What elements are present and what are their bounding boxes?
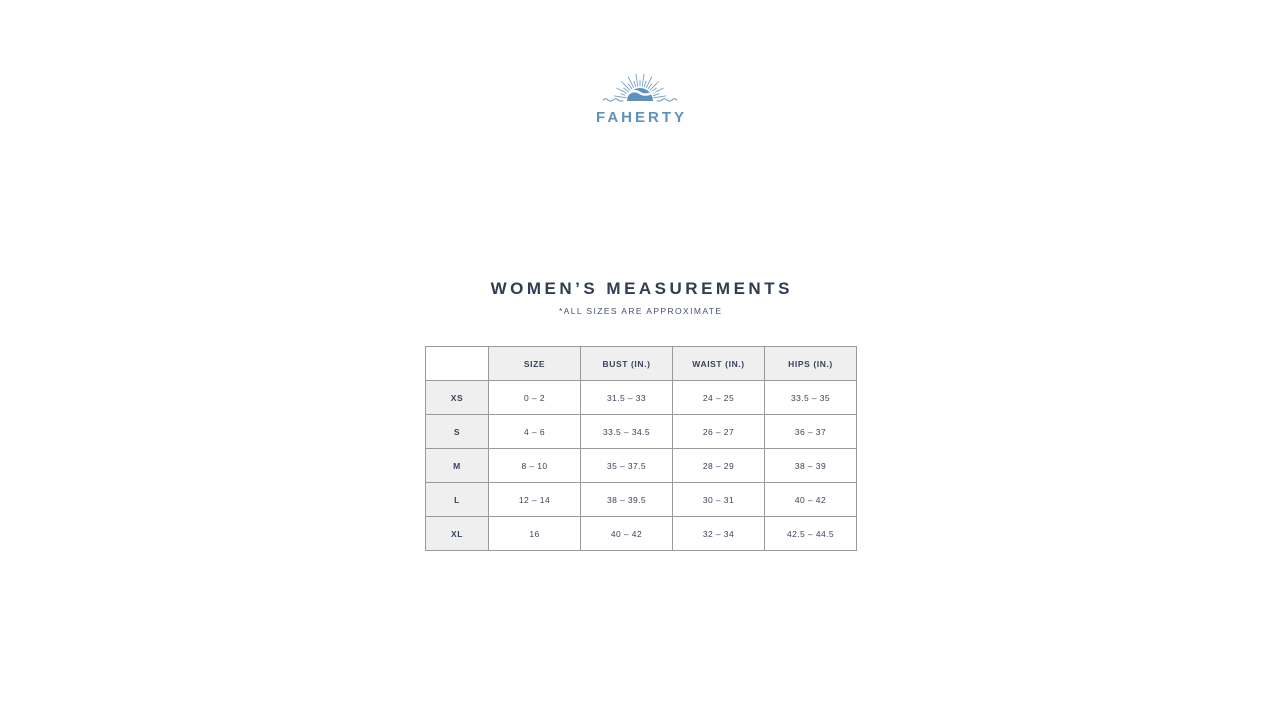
cell-s-hips: 36 – 37 bbox=[765, 415, 857, 449]
column-header-waist: WAIST (IN.) bbox=[673, 347, 765, 381]
cell-xs-hips: 33.5 – 35 bbox=[765, 381, 857, 415]
column-header-hips: HIPS (IN.) bbox=[765, 347, 857, 381]
cell-m-size: 8 – 10 bbox=[489, 449, 581, 483]
cell-m-hips: 38 – 39 bbox=[765, 449, 857, 483]
cell-s-bust: 33.5 – 34.5 bbox=[581, 415, 673, 449]
brand-name: FAHERTY bbox=[595, 109, 687, 126]
cell-xl-hips: 42.5 – 44.5 bbox=[765, 517, 857, 551]
cell-m-bust: 35 – 37.5 bbox=[581, 449, 673, 483]
table-header-row bbox=[426, 347, 857, 381]
cell-l-size: 12 – 14 bbox=[489, 483, 581, 517]
table-row bbox=[426, 483, 857, 517]
row-label-m: M bbox=[426, 449, 489, 483]
cell-m-waist: 28 – 29 bbox=[673, 449, 765, 483]
brand-logo bbox=[0, 74, 1280, 127]
cell-s-size: 4 – 6 bbox=[489, 415, 581, 449]
page-title: WOMEN’S MEASUREMENTS bbox=[490, 279, 793, 298]
cell-xl-size: 16 bbox=[489, 517, 581, 551]
table-row bbox=[426, 517, 857, 551]
table-row bbox=[426, 381, 857, 415]
cell-xs-bust: 31.5 – 33 bbox=[581, 381, 673, 415]
row-label-xl: XL bbox=[426, 517, 489, 551]
ghost-cell bbox=[426, 347, 489, 381]
cell-l-bust: 38 – 39.5 bbox=[581, 483, 673, 517]
row-label-s: S bbox=[426, 415, 489, 449]
column-header-size: SIZE bbox=[489, 347, 581, 381]
cell-l-waist: 30 – 31 bbox=[673, 483, 765, 517]
table-row bbox=[426, 449, 857, 483]
cell-xs-waist: 24 – 25 bbox=[673, 381, 765, 415]
cell-xs-size: 0 – 2 bbox=[489, 381, 581, 415]
cell-xl-bust: 40 – 42 bbox=[581, 517, 673, 551]
column-header-bust: BUST (IN.) bbox=[581, 347, 673, 381]
measurements-table-container bbox=[425, 346, 857, 551]
page-subtitle: *ALL SIZES ARE APPROXIMATE bbox=[558, 306, 723, 316]
cell-xl-waist: 32 – 34 bbox=[673, 517, 765, 551]
row-label-xs: XS bbox=[426, 381, 489, 415]
sun-over-wave-icon bbox=[600, 93, 680, 110]
row-label-l: L bbox=[426, 483, 489, 517]
cell-s-waist: 26 – 27 bbox=[673, 415, 765, 449]
cell-l-hips: 40 – 42 bbox=[765, 483, 857, 517]
table-row bbox=[426, 415, 857, 449]
size-table bbox=[425, 346, 857, 551]
